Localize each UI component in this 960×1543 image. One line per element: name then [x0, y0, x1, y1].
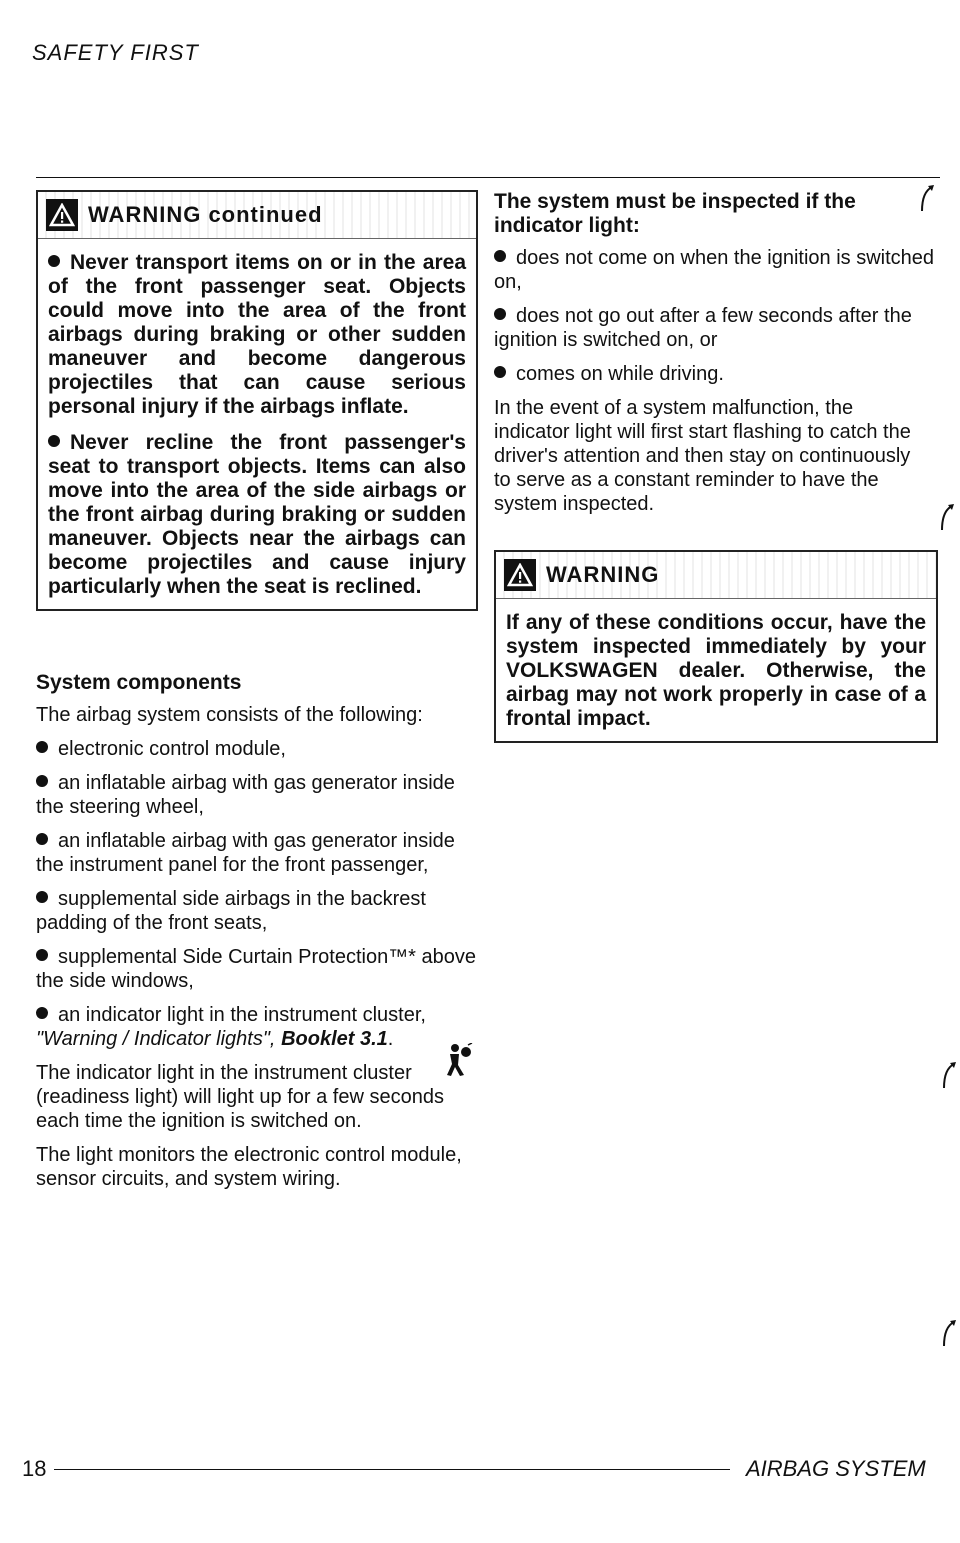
list-item: supplemental side airbags in the backrest padding of the front seats,	[36, 888, 426, 934]
warning-continued-body	[38, 239, 476, 609]
left-column	[36, 190, 478, 1201]
list-item: supplemental Side Curtain Protection™* above the side windows,	[36, 946, 477, 992]
readiness-light-paragraph: The indicator light in the instrument cluster (readiness light) will light up for a few seconds each time the ignition is switched on.	[36, 1062, 444, 1132]
warning-box	[494, 550, 938, 743]
warning-header	[496, 552, 936, 599]
header-divider	[36, 177, 940, 178]
warning-triangle-icon	[504, 559, 536, 591]
warning-body	[496, 599, 936, 741]
warning-continued-title: WARNING continued	[88, 202, 323, 227]
warning-triangle-icon	[46, 199, 78, 231]
booklet-reference: Booklet 3.1	[281, 1028, 388, 1050]
bullet-icon	[36, 833, 48, 845]
bullet-icon	[494, 366, 506, 378]
system-components-heading: System components	[36, 671, 242, 694]
margin-mark-icon	[938, 1318, 958, 1348]
bullet-icon	[36, 1007, 48, 1019]
warning-continued-header	[38, 192, 476, 239]
bullet-icon	[494, 308, 506, 320]
inspection-heading: The system must be inspected if the indicator light:	[494, 190, 856, 237]
footer-divider	[54, 1469, 730, 1470]
bullet-icon	[36, 741, 48, 753]
bullet-icon	[36, 891, 48, 903]
bullet-icon	[36, 949, 48, 961]
list-item-indicator-light: an indicator light in the instrument cluster, "Warning / Indicator lights", Booklet 3.1.	[36, 1003, 478, 1051]
bullet-icon	[48, 255, 60, 267]
warning-paragraph: Never transport items on or in the area of the front passenger seat. Objects could move into the area of the front airbags during braking or other sudden maneuver and become dangerous projectiles that can cause serious personal injury if the airbags inflate.	[48, 251, 466, 418]
warning-continued-box	[36, 190, 478, 611]
warning-title: WARNING	[546, 562, 660, 587]
list-item: comes on while driving.	[494, 362, 938, 386]
footer-section-title: AIRBAG SYSTEM	[746, 1456, 926, 1481]
margin-mark-icon	[916, 183, 936, 213]
bullet-icon	[48, 435, 60, 447]
cross-reference: "Warning / Indicator lights",	[36, 1028, 276, 1050]
list-item: does not go out after a few seconds after the ignition is switched on, or	[494, 305, 912, 351]
margin-mark-icon	[938, 1060, 958, 1090]
monitoring-paragraph: The light monitors the electronic control module, sensor circuits, and system wiring.	[36, 1144, 462, 1190]
warning-paragraph: Never recline the front passenger's seat to transport objects. Items can also move into the area of the side airbags or the front airbag during braking or sudden maneuver. Objects near the airbags can become projectiles and cause injury particularly when the seat is reclined.	[48, 431, 466, 598]
right-column	[494, 190, 938, 743]
margin-mark-icon	[936, 502, 956, 532]
bullet-icon	[36, 775, 48, 787]
list-item: an inflatable airbag with gas generator inside the instrument panel for the front passenger,	[36, 830, 455, 876]
page-header-title: SAFETY FIRST	[32, 40, 199, 65]
airbag-indicator-icon	[442, 1043, 474, 1083]
warning-text: If any of these conditions occur, have the system inspected immediately by your VOLKSWAGEN dealer. Otherwise, the airbag may not work properly in case of a frontal impact.	[506, 611, 926, 730]
list-item: does not come on when the ignition is switched on,	[494, 247, 935, 293]
page-number: 18	[22, 1456, 47, 1481]
malfunction-paragraph: In the event of a system malfunction, the indicator light will first start flashing to catch the driver's attention and then stay on continuously to serve as a constant reminder to have the system inspected.	[494, 397, 911, 515]
components-intro: The airbag system consists of the following:	[36, 704, 423, 726]
list-item: an inflatable airbag with gas generator inside the steering wheel,	[36, 772, 455, 818]
bullet-icon	[494, 250, 506, 262]
list-item: electronic control module,	[36, 737, 478, 761]
